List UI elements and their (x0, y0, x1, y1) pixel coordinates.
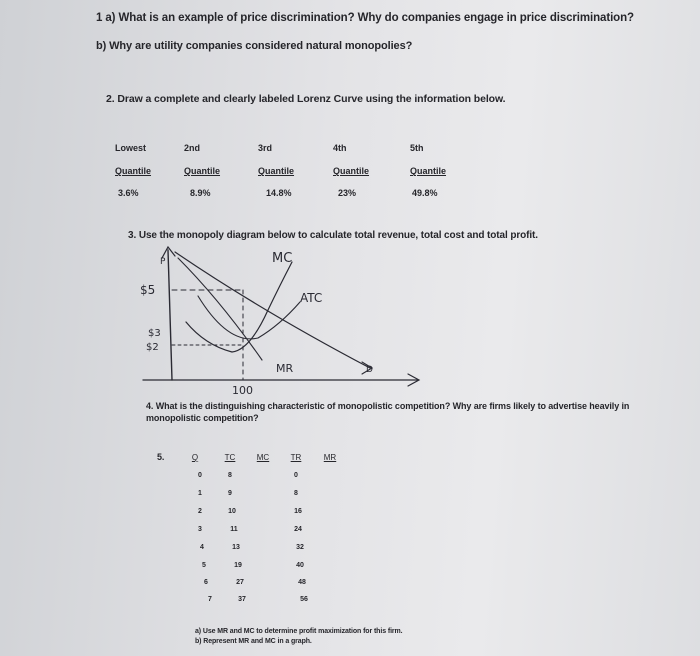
q-1: 1 (198, 490, 202, 497)
tc-1: 9 (228, 490, 232, 497)
label-mr: MR (276, 362, 294, 375)
lorenz-h2-2: Quantile (258, 166, 295, 176)
cost-header-mc: MC (256, 453, 270, 462)
lorenz-h1-0: Lowest (115, 143, 147, 153)
tr-1: 8 (294, 490, 298, 497)
lorenz-h1-2: 3rd (258, 143, 273, 153)
demand-curve (175, 252, 370, 368)
label-p: P (160, 257, 166, 267)
tr-0: 0 (294, 472, 298, 479)
label-mc: MC (272, 251, 293, 266)
lorenz-h2-0: Quantile (115, 166, 152, 176)
question-4: 4. What is the distinguishing characteristic of monopolistic competition? Why are firms likely to advertise heavily in monopolistic competition? (146, 401, 630, 423)
question-5a: a) Use MR and MC to determine profit maximization for this firm. (195, 628, 403, 635)
lorenz-v-3: 23% (338, 188, 357, 198)
tr-3: 24 (294, 526, 302, 533)
q-5: 5 (202, 562, 206, 569)
mc-curve (186, 262, 292, 352)
question-5b: b) Represent MR and MC in a graph. (195, 638, 312, 645)
question-1a: 1 a) What is an example of price discrimination? Why do companies engage in price discrimination? (96, 12, 634, 24)
lorenz-v-4: 49.8% (412, 188, 438, 198)
question-5-number: 5. (157, 452, 165, 462)
label-price-2: $2 (146, 342, 159, 353)
q-2: 2 (198, 508, 202, 515)
lorenz-v-1: 8.9% (190, 188, 211, 198)
atc-curve (198, 296, 300, 339)
cost-header-q: Q (191, 453, 199, 462)
question-3: 3. Use the monopoly diagram below to calculate total revenue, total cost and total profit. (128, 230, 538, 241)
lorenz-h1-3: 4th (333, 143, 347, 153)
cost-header-tc: TC (224, 453, 236, 462)
lorenz-v-2: 14.8% (266, 188, 292, 198)
tc-6: 27 (236, 579, 244, 586)
lorenz-v-0: 3.6% (118, 188, 139, 198)
q-7: 7 (208, 596, 212, 603)
q-0: 0 (198, 472, 202, 479)
tr-5: 40 (296, 562, 304, 569)
label-quantity-100: 100 (232, 384, 253, 397)
tc-4: 13 (232, 544, 240, 551)
question-2: 2. Draw a complete and clearly labeled Lorenz Curve using the information below. (106, 93, 506, 105)
cost-header-tr: TR (290, 453, 302, 462)
q-4: 4 (200, 544, 204, 551)
tc-2: 10 (228, 508, 236, 515)
lorenz-h2-3: Quantile (333, 166, 370, 176)
tc-7: 37 (238, 596, 246, 603)
lorenz-h2-4: Quantile (410, 166, 447, 176)
label-atc: ATC (300, 291, 323, 305)
tr-6: 48 (298, 579, 306, 586)
lorenz-h2-1: Quantile (184, 166, 221, 176)
label-d: D (366, 365, 373, 375)
tc-3: 11 (230, 526, 238, 533)
label-price-5: $5 (140, 283, 156, 297)
price-axis (168, 250, 172, 380)
tr-7: 56 (300, 596, 308, 603)
tc-5: 19 (234, 562, 242, 569)
q-6: 6 (204, 579, 208, 586)
lorenz-h1-1: 2nd (184, 143, 201, 153)
lorenz-h1-4: 5th (410, 143, 424, 153)
label-price-3: $3 (148, 328, 161, 339)
tr-4: 32 (296, 544, 304, 551)
cost-header-mr: MR (323, 453, 337, 462)
tc-0: 8 (228, 472, 232, 479)
q-3: 3 (198, 526, 202, 533)
tr-2: 16 (294, 508, 302, 515)
question-1b: b) Why are utility companies considered natural monopolies? (96, 40, 413, 52)
